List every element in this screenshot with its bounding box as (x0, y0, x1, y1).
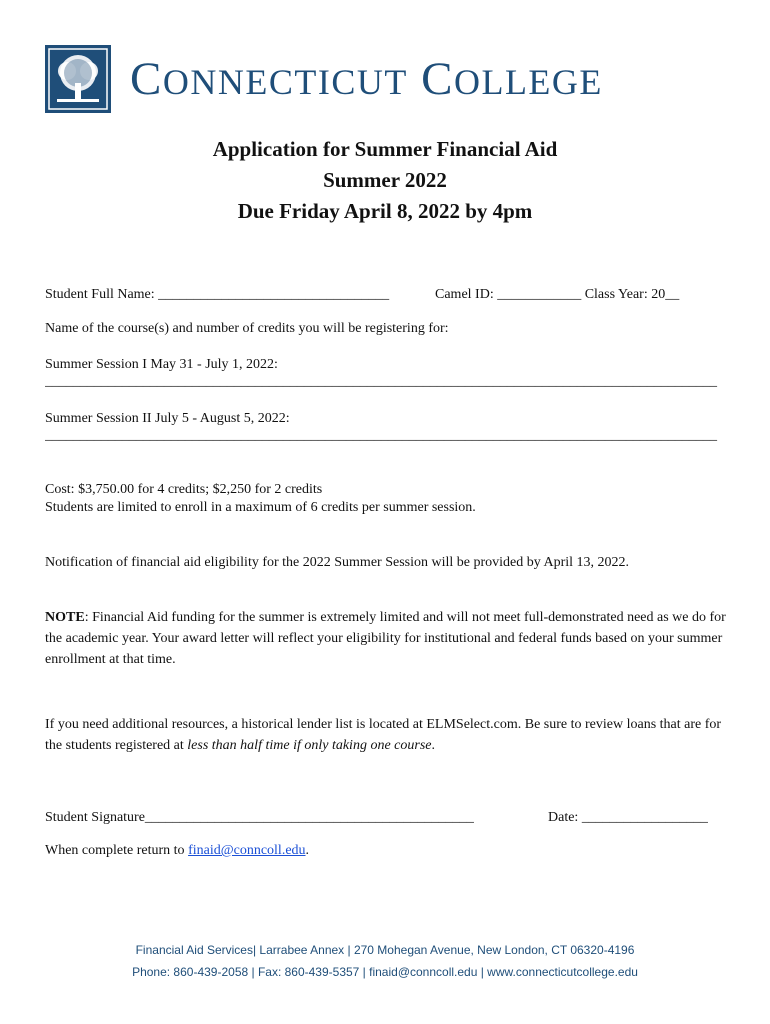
college-wordmark (130, 52, 603, 106)
tree-seal-icon (45, 45, 111, 113)
camel-id-class-year-field[interactable]: Camel ID: ____________ Class Year: 20__ (435, 287, 680, 302)
form-term: Summer 2022 (323, 168, 447, 192)
resources-paragraph (45, 714, 730, 756)
session1-course-field[interactable]: ________________________________________________________________________________________________ (45, 374, 717, 389)
note-paragraph (45, 607, 730, 670)
return-text: When complete return to (45, 843, 189, 858)
session2-label: Summer Session II July 5 - August 5, 2022: (45, 411, 290, 426)
wordmark-c1: C (130, 53, 163, 105)
credit-limit-info: Students are limited to enroll in a maximum of 6 credits per summer session. (45, 500, 476, 515)
note-label: NOTE (45, 610, 85, 625)
return-email-link[interactable]: finaid@conncoll.edu (188, 843, 306, 858)
return-instructions (45, 843, 309, 859)
form-title-block (0, 134, 770, 227)
notification-info: Notification of financial aid eligibility for the 2022 Summer Session will be provided by April 13, 2022. (45, 555, 630, 570)
date-field[interactable]: Date: __________________ (548, 810, 708, 825)
footer-address: Financial Aid Services| Larrabee Annex | 270 Mohegan Avenue, New London, CT 06320-4196 (135, 943, 635, 957)
cost-info: Cost: $3,750.00 for 4 credits; $2,250 for 2 credits (45, 482, 323, 497)
resources-end: . (431, 738, 435, 753)
wordmark-w1: ONNECTICUT (162, 62, 408, 102)
wordmark-c2: C (421, 53, 454, 105)
wordmark-w2: OLLEGE (453, 62, 603, 102)
college-logo (45, 45, 111, 113)
footer-contact: Phone: 860-439-2058 | Fax: 860-439-5357 | finaid@conncoll.edu | www.connecticutcollege.edu (132, 965, 638, 979)
form-deadline: Due Friday April 8, 2022 by 4pm (237, 199, 533, 223)
student-name-field[interactable]: Student Full Name: _________________________________ (45, 287, 390, 302)
signature-field[interactable]: Student Signature_______________________________________________ (45, 810, 474, 825)
session1-label: Summer Session I May 31 - July 1, 2022: (45, 357, 278, 372)
form-title: Application for Summer Financial Aid (212, 137, 558, 161)
resources-text: If you need additional resources, a historical lender list is located at ELMSelect.com. Be sure to review loans that are for the students registered at (45, 717, 722, 753)
resources-italic: less than half time if only taking one course (187, 738, 432, 753)
return-end: . (305, 843, 310, 858)
courses-prompt: Name of the course(s) and number of credits you will be registering for: (45, 321, 449, 336)
note-text: : Financial Aid funding for the summer is extremely limited and will not meet full-demonstrated need as we do for the academic year. Your award letter will reflect your eligibility for institutional and federal funds based on your summer enrollment at that time. (45, 610, 726, 667)
session2-course-field[interactable]: ________________________________________________________________________________________________ (45, 428, 717, 443)
